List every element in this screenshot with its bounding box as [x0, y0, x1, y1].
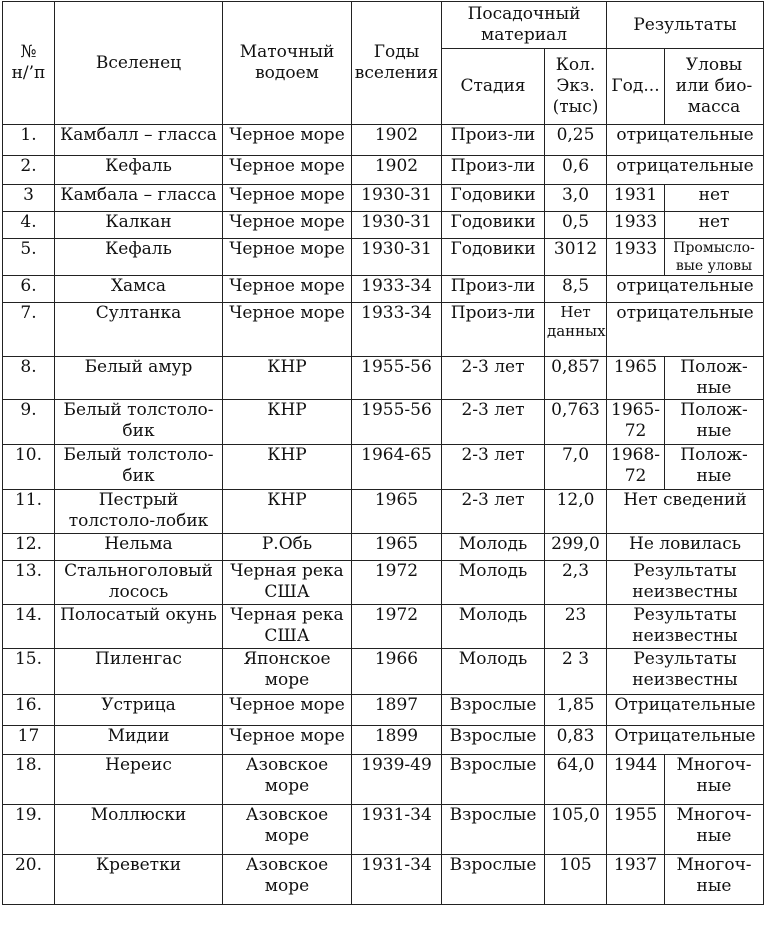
cell-result-year: 1937: [607, 855, 665, 905]
cell-species: Стальноголовый лосось: [55, 561, 223, 605]
cell-count: 3,0: [545, 185, 607, 212]
cell-years: 1897: [352, 695, 442, 726]
cell-stage: Молодь: [442, 561, 545, 605]
header-stock-group: Посадочный материал: [442, 2, 607, 49]
cell-num: 19.: [3, 805, 55, 855]
cell-source: Черное море: [223, 185, 352, 212]
cell-stage: Молодь: [442, 605, 545, 649]
cell-species: Нельма: [55, 534, 223, 561]
cell-count: 0,83: [545, 726, 607, 755]
table-row: [3, 125, 764, 156]
cell-catch: Полож-ные: [665, 357, 764, 400]
cell-stage: Годовики: [442, 212, 545, 239]
cell-stage: Произ-ли: [442, 156, 545, 185]
cell-species: Пестрый толстоло-лобик: [55, 490, 223, 534]
cell-num: 16.: [3, 695, 55, 726]
cell-num: 15.: [3, 649, 55, 695]
cell-stage: Молодь: [442, 649, 545, 695]
cell-num: 18.: [3, 755, 55, 805]
cell-years: 1939-49: [352, 755, 442, 805]
cell-species: Камбалл – гласса: [55, 125, 223, 156]
cell-species: Хамса: [55, 276, 223, 303]
cell-source: Черное море: [223, 125, 352, 156]
cell-years: 1965: [352, 534, 442, 561]
header-num: № н/’п: [3, 2, 55, 125]
cell-stage: 2-3 лет: [442, 400, 545, 445]
cell-stage: 2-3 лет: [442, 357, 545, 400]
cell-stage: 2-3 лет: [442, 490, 545, 534]
introductions-table: [2, 1, 764, 905]
cell-source: КНР: [223, 490, 352, 534]
cell-source: КНР: [223, 445, 352, 490]
cell-years: 1955-56: [352, 357, 442, 400]
cell-species: Креветки: [55, 855, 223, 905]
cell-years: 1964-65: [352, 445, 442, 490]
cell-result-year: 1933: [607, 239, 665, 276]
cell-result-year: 1933: [607, 212, 665, 239]
cell-count: 2,3: [545, 561, 607, 605]
cell-years: 1965: [352, 490, 442, 534]
cell-source: Черное море: [223, 212, 352, 239]
cell-result: Не ловилась: [607, 534, 764, 561]
cell-stage: Произ-ли: [442, 276, 545, 303]
cell-num: 13.: [3, 561, 55, 605]
cell-stage: Произ-ли: [442, 125, 545, 156]
cell-result: Отрицательные: [607, 726, 764, 755]
cell-count: 12,0: [545, 490, 607, 534]
cell-stage: Годовики: [442, 185, 545, 212]
cell-result: Результаты неизвестны: [607, 561, 764, 605]
table-row: [3, 855, 764, 905]
cell-source: КНР: [223, 400, 352, 445]
cell-count: 7,0: [545, 445, 607, 490]
table-row: [3, 357, 764, 400]
cell-count: 0,5: [545, 212, 607, 239]
cell-result-year: 1955: [607, 805, 665, 855]
cell-count: 2 3: [545, 649, 607, 695]
cell-years: 1972: [352, 561, 442, 605]
cell-count: 105: [545, 855, 607, 905]
cell-count: 64,0: [545, 755, 607, 805]
cell-result-year: 1968-72: [607, 445, 665, 490]
cell-catch: нет: [665, 212, 764, 239]
cell-source: Черное море: [223, 239, 352, 276]
cell-count: 0,763: [545, 400, 607, 445]
cell-result: Результаты неизвестны: [607, 605, 764, 649]
cell-num: 6.: [3, 276, 55, 303]
cell-source: Черное море: [223, 726, 352, 755]
table-row: [3, 755, 764, 805]
table-row: [3, 561, 764, 605]
cell-species: Нереис: [55, 755, 223, 805]
cell-stage: Молодь: [442, 534, 545, 561]
cell-stage: Взрослые: [442, 755, 545, 805]
cell-catch: нет: [665, 185, 764, 212]
cell-result-year: 1931: [607, 185, 665, 212]
cell-years: 1902: [352, 156, 442, 185]
cell-num: 1.: [3, 125, 55, 156]
cell-species: Султанка: [55, 303, 223, 357]
cell-num: 3: [3, 185, 55, 212]
header-results-group: Результаты: [607, 2, 764, 49]
cell-stage: Взрослые: [442, 855, 545, 905]
cell-count: 0,25: [545, 125, 607, 156]
cell-species: Полосатый окунь: [55, 605, 223, 649]
cell-catch: Полож-ные: [665, 400, 764, 445]
table-row: [3, 239, 764, 276]
cell-source: Черное море: [223, 303, 352, 357]
cell-species: Устрица: [55, 695, 223, 726]
table-row: [3, 490, 764, 534]
table-row: [3, 695, 764, 726]
cell-count: 0,6: [545, 156, 607, 185]
cell-source: Азовское море: [223, 855, 352, 905]
cell-result: отрицательные: [607, 276, 764, 303]
cell-result: отрицательные: [607, 125, 764, 156]
cell-num: 7.: [3, 303, 55, 357]
cell-count: 0,857: [545, 357, 607, 400]
cell-count: 23: [545, 605, 607, 649]
cell-species: Белый амур: [55, 357, 223, 400]
header-years: Годы вселения: [352, 2, 442, 125]
cell-stage: 2-3 лет: [442, 445, 545, 490]
cell-count: 1,85: [545, 695, 607, 726]
header-species: Вселенец: [55, 2, 223, 125]
cell-source: Р.Обь: [223, 534, 352, 561]
cell-result-year: 1965-72: [607, 400, 665, 445]
cell-result-year: 1944: [607, 755, 665, 805]
cell-catch: Многоч-ные: [665, 855, 764, 905]
cell-result-year: 1965: [607, 357, 665, 400]
cell-count: 8,5: [545, 276, 607, 303]
cell-count: 105,0: [545, 805, 607, 855]
cell-catch: Многоч-ные: [665, 805, 764, 855]
cell-catch: Многоч-ные: [665, 755, 764, 805]
cell-num: 12.: [3, 534, 55, 561]
table-row: [3, 185, 764, 212]
cell-years: 1933-34: [352, 303, 442, 357]
cell-num: 20.: [3, 855, 55, 905]
cell-num: 2.: [3, 156, 55, 185]
table-row: [3, 605, 764, 649]
cell-count: 299,0: [545, 534, 607, 561]
table-row: [3, 534, 764, 561]
cell-species: Белый толстоло-бик: [55, 445, 223, 490]
cell-source: Азовское море: [223, 805, 352, 855]
cell-species: Камбала – гласса: [55, 185, 223, 212]
cell-years: 1966: [352, 649, 442, 695]
header-result-year: Год...: [607, 49, 665, 125]
cell-stage: Взрослые: [442, 805, 545, 855]
cell-species: Калкан: [55, 212, 223, 239]
cell-source: Черная река США: [223, 605, 352, 649]
cell-years: 1930-31: [352, 212, 442, 239]
table-row: [3, 303, 764, 357]
cell-num: 8.: [3, 357, 55, 400]
cell-source: Черное море: [223, 156, 352, 185]
cell-catch: Промысло-вые уловы: [665, 239, 764, 276]
cell-catch: Полож-ные: [665, 445, 764, 490]
cell-num: 10.: [3, 445, 55, 490]
cell-years: 1930-31: [352, 185, 442, 212]
cell-stage: Произ-ли: [442, 303, 545, 357]
cell-species: Кефаль: [55, 156, 223, 185]
cell-years: 1899: [352, 726, 442, 755]
header-catch: Уловы или био-масса: [665, 49, 764, 125]
cell-result: отрицательные: [607, 156, 764, 185]
table-row: [3, 212, 764, 239]
cell-years: 1955-56: [352, 400, 442, 445]
cell-species: Моллюски: [55, 805, 223, 855]
table-row: [3, 276, 764, 303]
cell-source: Азовское море: [223, 755, 352, 805]
cell-result: Отрицательные: [607, 695, 764, 726]
cell-species: Кефаль: [55, 239, 223, 276]
cell-years: 1902: [352, 125, 442, 156]
cell-stage: Годовики: [442, 239, 545, 276]
cell-source: Черная река США: [223, 561, 352, 605]
header-stage: Стадия: [442, 49, 545, 125]
cell-num: 9.: [3, 400, 55, 445]
cell-source: КНР: [223, 357, 352, 400]
cell-species: Пиленгас: [55, 649, 223, 695]
cell-species: Мидии: [55, 726, 223, 755]
cell-source: Японское море: [223, 649, 352, 695]
cell-years: 1931-34: [352, 805, 442, 855]
cell-count: Нет данных: [545, 303, 607, 357]
cell-years: 1931-34: [352, 855, 442, 905]
cell-num: 4.: [3, 212, 55, 239]
cell-num: 14.: [3, 605, 55, 649]
cell-years: 1972: [352, 605, 442, 649]
cell-num: 5.: [3, 239, 55, 276]
cell-result: Результаты неизвестны: [607, 649, 764, 695]
cell-result: Нет сведений: [607, 490, 764, 534]
cell-num: 17: [3, 726, 55, 755]
cell-stage: Взрослые: [442, 695, 545, 726]
cell-count: 3012: [545, 239, 607, 276]
table-row: [3, 400, 764, 445]
cell-result: отрицательные: [607, 303, 764, 357]
cell-source: Черное море: [223, 276, 352, 303]
cell-num: 11.: [3, 490, 55, 534]
table-row: [3, 156, 764, 185]
table-row: [3, 445, 764, 490]
cell-years: 1933-34: [352, 276, 442, 303]
table-row: [3, 726, 764, 755]
cell-source: Черное море: [223, 695, 352, 726]
cell-species: Белый толстоло-бик: [55, 400, 223, 445]
table-row: [3, 805, 764, 855]
cell-years: 1930-31: [352, 239, 442, 276]
header-source: Маточный водоем: [223, 2, 352, 125]
header-count: Кол. Экз. (тыс): [545, 49, 607, 125]
table-row: [3, 649, 764, 695]
cell-stage: Взрослые: [442, 726, 545, 755]
